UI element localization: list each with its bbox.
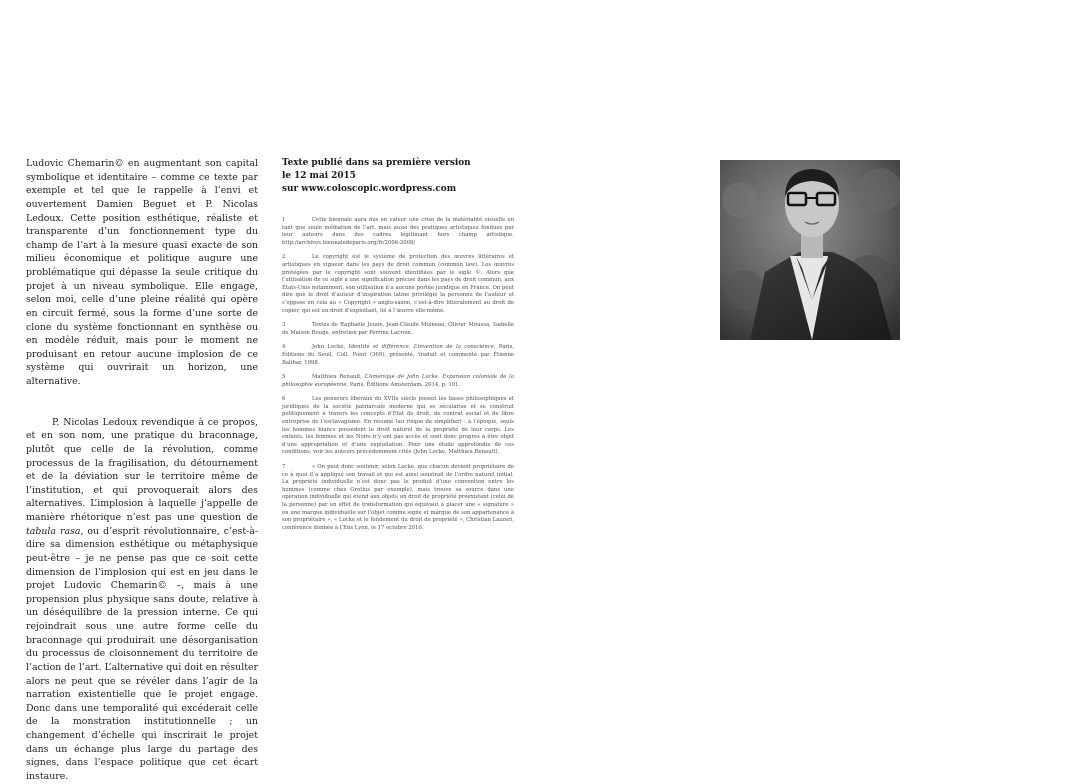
footnote bbox=[282, 374, 514, 389]
footnote bbox=[282, 254, 514, 315]
footnote-text: Cette biennale aura mis en valeur une crise de la matérialité visuelle en tant que seule médiation de l’art, mais aussi des pratiques artistiques fondues par leur auteurs dans des cadres légitimant hors champ artistique. http://archives.biennaledeparis.org/fr/2006-2008/ bbox=[282, 217, 514, 246]
footnote-number: 3 bbox=[282, 322, 286, 329]
footnote-number: 1 bbox=[282, 217, 286, 223]
footnote-text: Le copyright est le système de protection des œuvres littéraires et artistiques en vigueur dans les pays de droit commun (common law). Les œuvres protégées par le copyright sont souvent identifiées par le sigle ©. Alors que l’utilisation de ce sigle a une signification précise dans les pays de droit commun, aux États-Unis notamment, son utilisation n’a aucune portée juridique en France. On peut dire que le droit d’auteur d’inspiration latine privilégie la personne de l’auteur et s’oppose en cela au « Copyright » anglo-saxon, c’est-à-dire littéralement au droit de copier, qui est un droit d’exploitant, lié à l’œuvre elle-même. bbox=[282, 254, 514, 314]
footnote bbox=[282, 344, 514, 367]
footnote-number: 6 bbox=[282, 396, 286, 403]
footnote-text: , Paris, Éditions du Seuil, Coll. Point (369), présenté, traduit et commenté par Étienne Balibar, 1998. bbox=[282, 344, 514, 366]
footnote-text: « On peut donc soutenir, selon Locke, que chacun devient propriétaire de ce à quoi il a appliqué son travail et qui est ainsi soustrait de l’ordre naturel initial. La propriété individuelle n’est donc pas le produit d’une convention entre les hommes (comme chez Grotius par exemple), mais trouve sa source dans une opération individuelle qui étend aux objets un droit de propriété préexistant (celui de la personne) par un effet de transformation qui équivaut à placer une « signature » ou une marque individuelle sur l’objet comme signe et marque de son appartenance à son propriétaire ». « Locke et le fondement du droit de propriété », Christian Lazzeri, conférence donnée à l’Ens Lyon, le 17 octobre 2010. bbox=[282, 464, 514, 531]
footnote bbox=[282, 396, 514, 457]
footnote-text: Textes de Raphaële Jeune, Jean-Claude Moineau, Olivier Moussa, Isabelle de Maison Rouge, entretien par Perrine Lacroix. bbox=[282, 322, 514, 336]
body-paragraph: Ludovic Chemarin© en augmentant son capital symbolique et identitaire – comme ce texte par exemple et tel que le rappelle à l’envi et ouvertement Damien Beguet et P. Nicolas Ledoux. Cette position esthétique, réaliste et transparente d’un fonctionnement type du champ de l’art à la mesure quasi exacte de son milieu économique et politique augure une problématique qui dépasse la seule critique du projet à un niveau symbolique. Elle engage, selon moi, celle d’une pleine réalité qui opère en circuit fermé, sous la forme d’une sorte de clone du système fonctionnant en synthèse ou en modèle réduit, mais pour le moment ne produisant en retour aucune implosion de ce système qui ouvrirait un horizon, une alternative. bbox=[26, 158, 258, 387]
publication-info bbox=[282, 157, 514, 196]
footnote-text: John Locke, bbox=[312, 344, 349, 351]
footnote-number: 7 bbox=[282, 464, 286, 471]
footnote-title: L’Amérique de John Locke. Expansion coloniale de la philosophie européenne bbox=[282, 374, 515, 388]
footnote-number: 2 bbox=[282, 254, 286, 261]
body-paragraph bbox=[26, 416, 258, 784]
notes-column bbox=[282, 157, 514, 539]
italic-term: tabula rasa bbox=[26, 525, 81, 537]
footnote-text: , Paris, Éditions Amsterdam, 2014, p. 101. bbox=[346, 381, 461, 388]
footnote-number: 5 bbox=[282, 374, 286, 381]
body-text: , ou d’esprit révolutionnaire, c’est-à-dire sa dimension esthétique ou métaphysique peut-être – je ne pense pas que ce soit cette dimension de l’implosion qui est en jeu dans le projet Ludovic Chemarin© –, mais à une propension plus physique sans doute, relative à un déséquilibre de la pression interne. Ce qui rejoindrait sous une autre forme celle du braconnage qui produirait une désorganisation du processus de cloisonnement du territoire de l’action de l’art. L’alternative qui doit en résulter alors ne peut que se révéler dans l’agir de la narration existentielle que le projet engage. Donc dans une temporalité qui excéderait celle de la monstration institutionnelle ; un changement d’échelle qui inscrirait le projet dans un échange plus large du partage des signes, dans l’espace politique que cet écart instaure. bbox=[26, 525, 259, 782]
footnote-text: Matthieu Renault, bbox=[312, 374, 365, 381]
body-text: P. Nicolas Ledoux revendique à ce propos, et en son nom, une pratique du braconnage, plutôt que celle de la révolution, comme processus de la fragilisation, du détournement et de la déviation sur le territoire même de l’institution, et qui provoquerait alors des alternatives. L’implosion à laquelle j’appelle de manière rhétorique n’est pas une question de bbox=[26, 416, 258, 523]
publication-date: le 12 mai 2015 bbox=[282, 171, 356, 181]
publication-url: sur www.coloscopic.wordpress.com bbox=[282, 184, 457, 194]
footnote-number: 4 bbox=[282, 344, 286, 351]
footnote bbox=[282, 322, 514, 337]
footnote-text: Les penseurs libéraux du XVIIe siècle posent les bases philosophiques et juridiques de la société patriarcale moderne qui se sécularise et se construit politiquement à travers les concepts d’État de droit, de contrat social et de libre entreprise de l’esclavagisme. En résumé (au risque de simplifier) : à l’époque, seuls les hommes blancs possèdent le droit naturel de la propriété de leur corps. Les enfants, les femmes et les Noirs n’y ont pas accès et sont donc propres à être objet d’une appropriation et d’une exploitation. Pour une étude approfondie de ces conditions, voir les auteurs précédemment cités (John Locke, Matthieu Renault). bbox=[282, 396, 514, 456]
portrait-photo bbox=[720, 160, 900, 340]
footnote bbox=[282, 217, 514, 247]
portrait-image bbox=[720, 160, 900, 340]
footnote-title: Identité et différence. L’invention de la conscience bbox=[348, 344, 494, 351]
footnote bbox=[282, 464, 514, 532]
main-text-column bbox=[26, 157, 258, 784]
publication-line: Texte publié dans sa première version bbox=[282, 158, 471, 168]
